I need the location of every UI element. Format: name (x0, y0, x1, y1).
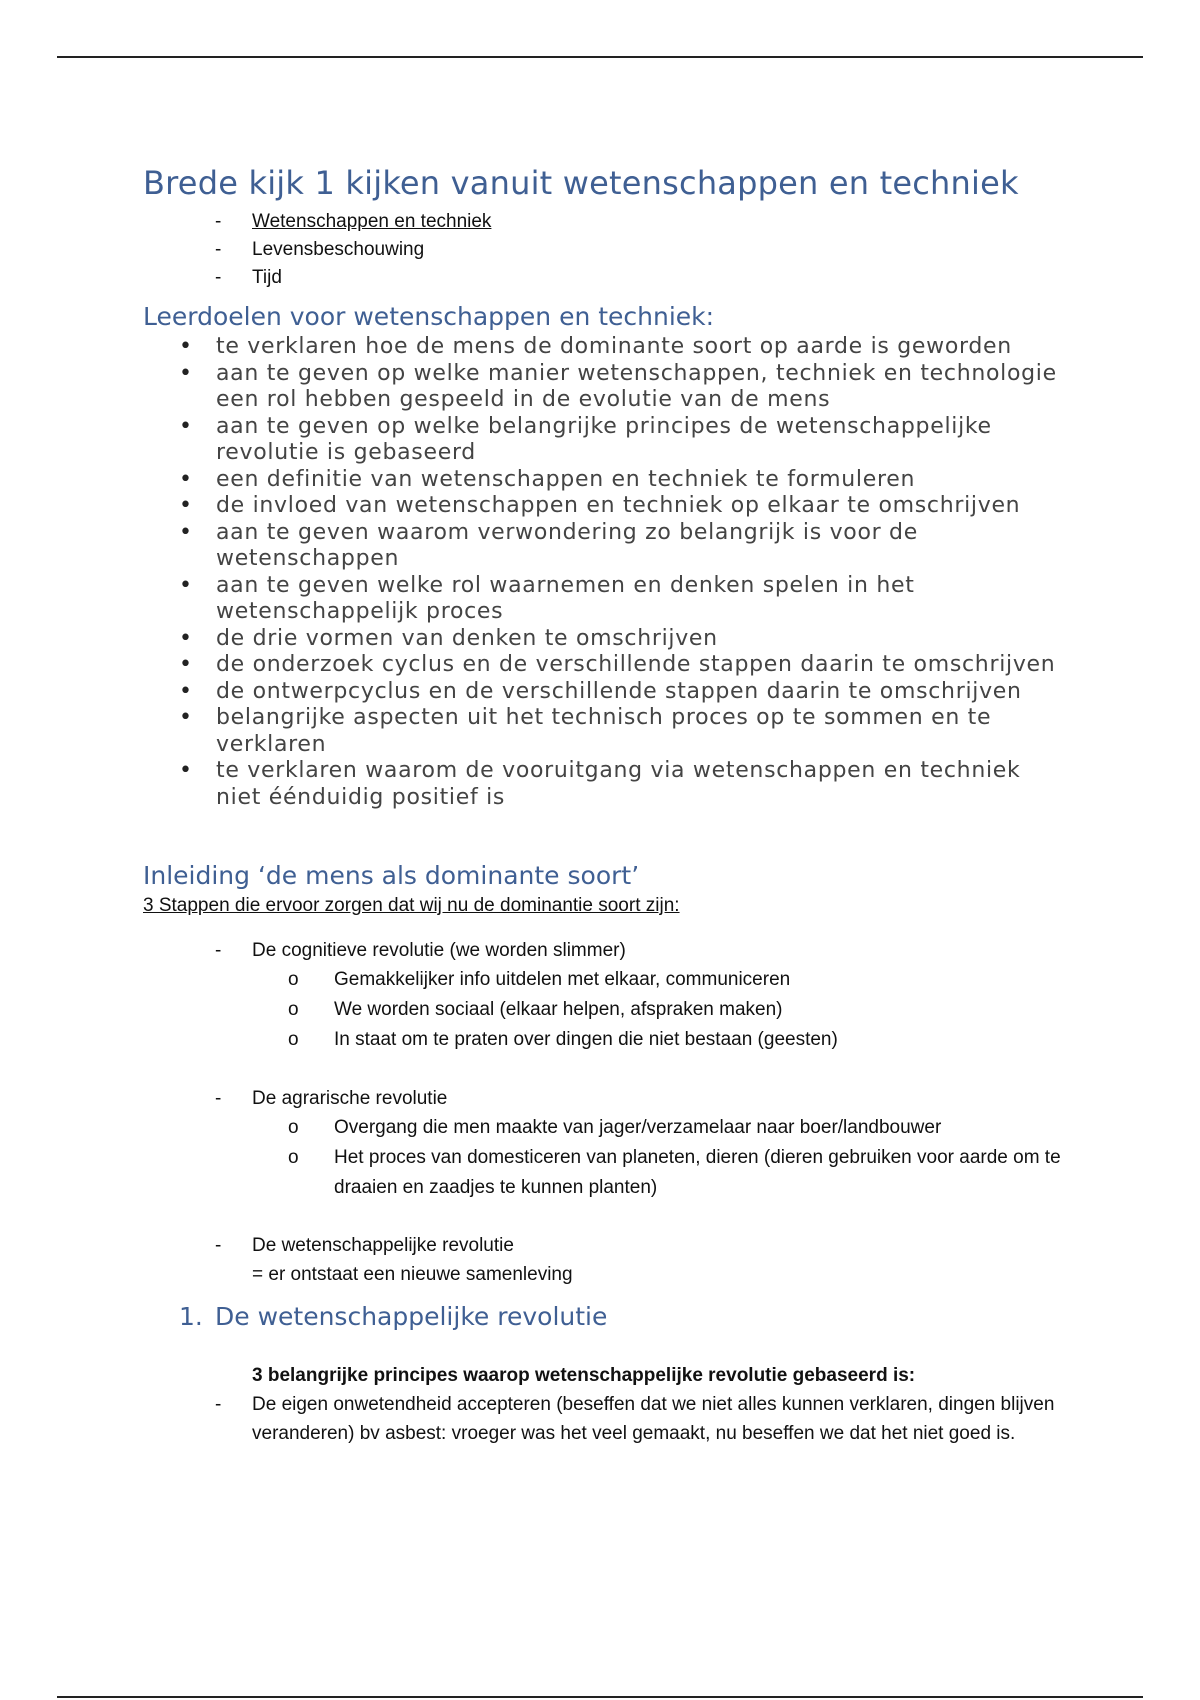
goal-item (143, 361, 1063, 414)
goal-text: te verklaren hoe de mens de dominante soort op aarde is geworden (216, 334, 1012, 359)
footer-rule (57, 1696, 1143, 1698)
revolution-label: De agrarische revolutie (252, 1088, 448, 1109)
goal-text: aan te geven waarom verwondering zo belangrijk is voor de wetenschappen (216, 519, 918, 571)
point-text: In staat om te praten over dingen die niet bestaan (geesten) (334, 1029, 838, 1050)
point-text: Overgang die men maakte van jager/verzamelaar naar boer/landbouwer (334, 1117, 942, 1138)
goal-item (143, 705, 1063, 758)
goal-text: belangrijke aspecten uit het technisch proces op te sommen en te verklaren (216, 705, 992, 757)
topic-text: Tijd (252, 267, 282, 288)
topic-item (143, 236, 1063, 264)
section-number: 1. (179, 1302, 203, 1331)
dash-marker: - (215, 1394, 222, 1415)
goal-text: de onderzoek cyclus en de verschillende stappen daarin te omschrijven (216, 652, 1056, 677)
bullet-marker: • (179, 360, 193, 386)
revolution-item (143, 1231, 1063, 1289)
point-text: Gemakkelijker info uitdelen met elkaar, communiceren (334, 969, 791, 990)
revolution-item (143, 1084, 1063, 1203)
principle-text: De eigen onwetendheid accepteren (beseffen dat we niet alles kunnen verklaren, dingen blijven veranderen) bv asbest: vroeger was het veel gemaakt, nu beseffen we dat het niet goed is. (252, 1394, 1055, 1444)
point-item (252, 1025, 1063, 1055)
dash-marker: - (215, 1088, 222, 1109)
bullet-marker: • (179, 493, 193, 518)
circle-marker: o (288, 1147, 299, 1168)
goal-item (143, 520, 1063, 573)
circle-marker: o (288, 1029, 299, 1050)
point-item (252, 965, 1063, 995)
bullet-marker: • (179, 678, 193, 704)
topic-list (143, 208, 1063, 292)
goal-text: de drie vormen van denken te omschrijven (216, 625, 718, 651)
topic-item (143, 264, 1063, 292)
bullet-marker: • (179, 466, 193, 492)
point-text: We worden sociaal (elkaar helpen, afspraken maken) (334, 999, 783, 1020)
goal-text: aan te geven welke rol waarnemen en denken spelen in het wetenschappelijk proces (216, 572, 915, 624)
revolution-list (143, 936, 1063, 1289)
intro-heading: Inleiding ‘de mens als dominante soort’ (143, 861, 640, 890)
section-heading (143, 1299, 1063, 1335)
principles-intro: 3 belangrijke principes waarop wetenschappelijke revolutie gebaseerd is: (252, 1365, 916, 1386)
topic-text: Wetenschappen en techniek (252, 211, 492, 232)
goal-text: aan te geven op welke belangrijke principes de wetenschappelijke revolutie is gebaseerd (216, 413, 992, 465)
document-page (143, 160, 1063, 1448)
point-item (252, 995, 1063, 1025)
topic-text: Levensbeschouwing (252, 239, 425, 260)
bullet-marker: • (179, 652, 193, 677)
goal-item (143, 467, 1063, 494)
document-title: Brede kijk 1 kijken vanuit wetenschappen en techniek (143, 164, 1019, 202)
revolution-label: De wetenschappelijke revolutie (252, 1235, 514, 1256)
revolution-points (252, 965, 1063, 1055)
point-item (252, 1143, 1063, 1203)
header-rule (57, 56, 1143, 58)
revolution-points (252, 1113, 1063, 1203)
goal-text: een definitie van wetenschappen en techniek te formuleren (216, 466, 916, 492)
goal-text: de ontwerpcyclus en de verschillende stappen daarin te omschrijven (216, 678, 1022, 704)
bullet-marker: • (179, 758, 193, 783)
point-text: Het proces van domesticeren van planeten, dieren (dieren gebruiken voor aarde om te draaien en zaadjes te kunnen planten) (334, 1147, 1061, 1198)
goal-item (143, 758, 1063, 811)
circle-marker: o (288, 999, 299, 1020)
circle-marker: o (288, 1117, 299, 1138)
bullet-marker: • (179, 334, 193, 359)
goal-text: de invloed van wetenschappen en techniek op elkaar te omschrijven (216, 493, 1021, 518)
bullet-marker: • (179, 705, 193, 730)
principles-list (143, 1390, 1063, 1448)
bullet-marker: • (179, 572, 193, 598)
goal-item (143, 652, 1063, 679)
dash-marker: - (215, 940, 222, 961)
topic-item (143, 208, 1063, 236)
circle-marker: o (288, 969, 299, 990)
goal-text: te verklaren waarom de vooruitgang via wetenschappen en techniek niet éénduidig positief is (216, 758, 1021, 810)
revolution-label: De cognitieve revolutie (we worden slimmer) (252, 940, 626, 961)
goals-list (143, 334, 1063, 811)
revolution-note: = er ontstaat een nieuwe samenleving (252, 1264, 573, 1285)
goals-heading: Leerdoelen voor wetenschappen en techniek: (143, 302, 715, 331)
dash-marker: - (215, 211, 222, 232)
section-title: De wetenschappelijke revolutie (215, 1302, 608, 1331)
goal-item (143, 573, 1063, 626)
goal-text: aan te geven op welke manier wetenschappen, techniek en technologie een rol hebben gespeeld in de evolutie van de mens (216, 360, 1057, 412)
principle-item (143, 1390, 1063, 1448)
dash-marker: - (215, 239, 222, 260)
goal-item (143, 626, 1063, 653)
dash-marker: - (215, 1235, 222, 1256)
bullet-marker: • (179, 413, 193, 439)
bullet-marker: • (179, 519, 193, 545)
intro-subheading: 3 Stappen die ervoor zorgen dat wij nu de dominantie soort zijn: (143, 895, 680, 916)
goal-item (143, 334, 1063, 361)
goal-item (143, 414, 1063, 467)
dash-marker: - (215, 267, 222, 288)
goal-item (143, 679, 1063, 706)
revolution-item (143, 936, 1063, 1055)
goal-item (143, 493, 1063, 520)
point-item (252, 1113, 1063, 1143)
bullet-marker: • (179, 625, 193, 651)
